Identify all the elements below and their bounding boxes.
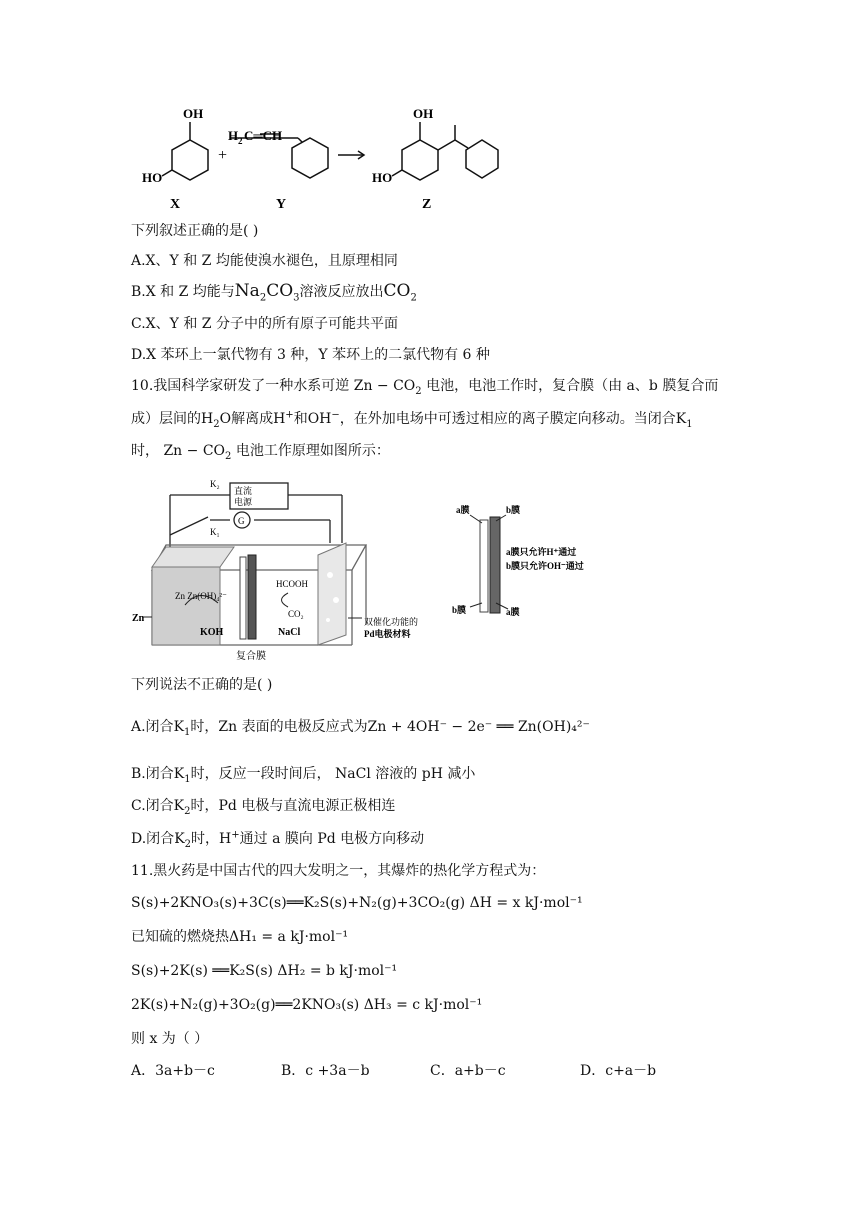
q10-option-c: C.闭合$K_2$时，Pd 电极与直流电源正极相连 xyxy=(131,798,396,817)
k1-label: K₁ xyxy=(210,527,220,537)
plus-sign: + xyxy=(218,147,228,164)
koh-label: KOH xyxy=(200,627,224,638)
power-label-2: 电源 xyxy=(234,497,253,507)
q10-stem: 下列说法不正确的是( ) xyxy=(131,677,273,693)
nacl-label: NaCl xyxy=(278,627,301,638)
battery-diagram xyxy=(130,475,630,665)
reaction-scheme xyxy=(130,100,510,215)
z-oh: OH xyxy=(413,106,434,121)
q9-stem: 下列叙述正确的是( ) xyxy=(131,223,259,239)
q11-option-d: D．c+a－b xyxy=(580,1063,657,1079)
g-label: G xyxy=(238,516,245,526)
y-label: Y xyxy=(276,197,287,212)
q11-option-a: A．3a+b－c xyxy=(131,1063,215,1079)
q9-option-d: D.X 苯环上一氯代物有 3 种，Y 苯环上的二氯代物有 6 种 xyxy=(131,347,490,363)
a-film-bottom: a膜 xyxy=(506,607,520,617)
x-label: X xyxy=(170,197,181,212)
y-formula-b: 2 xyxy=(238,136,243,146)
co2-label: CO₂ xyxy=(288,609,304,619)
y-formula-a: H xyxy=(228,128,239,143)
q9-option-b: B.X 和 Z 均能与$Na_2CO_3$溶液反应放出$CO_2$ xyxy=(131,281,417,304)
pd-label-2: Pd电极材料 xyxy=(364,629,411,639)
x-oh: OH xyxy=(183,106,204,121)
q10-option-d: D.闭合$K_2$时，H+通过 a 膜向 Pd 电极方向移动 xyxy=(131,829,425,850)
z-benzene-ring-1 xyxy=(402,140,438,180)
zn-reaction-label: Zn Zn(OH)₄²⁻ xyxy=(175,591,227,601)
x-ho: HO xyxy=(142,170,163,185)
q11-equation-2: S(s)+2K(s) ══K₂S(s) ΔH₂ = b kJ·mol⁻¹ xyxy=(131,963,398,979)
membrane-rule-1: a膜只允许H⁺通过 xyxy=(506,547,577,557)
zn-label: Zn xyxy=(132,613,145,624)
pd-label-1: 双催化功能的 xyxy=(364,617,419,627)
q11-option-b: B．c +3a－b xyxy=(281,1063,370,1079)
q11-stem: 11.黑火药是中国古代的四大发明之一，其爆炸的热化学方程式为： xyxy=(131,863,546,879)
q10-line-3: 时， $Zn - CO_2$ 电池工作原理如图所示： xyxy=(131,443,390,462)
q10-line-1: 10.我国科学家研发了一种水系可逆 $Zn - CO_2$ 电池，电池工作时，复合膜（由 a、b 膜复合而 xyxy=(131,378,719,397)
b-film-bottom: b膜 xyxy=(452,605,467,615)
q11-known: 已知硫的燃烧热ΔH₁ = a kJ·mol⁻¹ xyxy=(131,929,349,945)
membrane-label: 复合膜 xyxy=(236,651,266,662)
q11-option-c: C．a+b－c xyxy=(430,1063,506,1079)
z-label: Z xyxy=(422,197,432,212)
y-benzene-ring xyxy=(292,138,328,178)
x-benzene-ring xyxy=(172,140,208,180)
q11-equation-3: 2K(s)+N₂(g)+3O₂(g)══2KNO₃(s) ΔH₃ = c kJ·mol⁻¹ xyxy=(131,997,483,1013)
q9-option-c: C.X、Y 和 Z 分子中的所有原子可能共平面 xyxy=(131,316,398,332)
q10-option-a: A.闭合$K_1$时，Zn 表面的电极反应式为Zn + 4OH⁻ − 2e⁻ ══ Zn(OH)₄²⁻ xyxy=(131,719,590,738)
y-formula-c: C═CH xyxy=(244,128,283,143)
q11-ask: 则 x 为（ ） xyxy=(131,1031,209,1047)
membrane-rule-2: b膜只允许OH⁻通过 xyxy=(506,561,584,571)
hcooh-label: HCOOH xyxy=(276,579,309,589)
q10-option-b: B.闭合$K_1$时，反应一段时间后， NaCl 溶液的 pH 减小 xyxy=(131,766,476,785)
q10-line-2: 成）层间的$H_2O$解离成H+和OH−，在外加电场中可透过相应的离子膜定向移动。当闭合$K_1$ xyxy=(131,409,693,430)
q11-main-equation: S(s)+2KNO₃(s)+3C(s)══K₂S(s)+N₂(g)+3CO₂(g) ΔH = x kJ·mol⁻¹ xyxy=(131,895,583,911)
b-film-top: b膜 xyxy=(506,505,521,515)
k2-label: K₂ xyxy=(210,479,220,489)
z-benzene-ring-2 xyxy=(466,140,498,178)
q9-option-a: A.X、Y 和 Z 均能使溴水褪色，且原理相同 xyxy=(131,253,398,269)
z-ho: HO xyxy=(372,170,393,185)
power-label-1: 直流 xyxy=(234,486,253,496)
a-film-top: a膜 xyxy=(456,505,470,515)
